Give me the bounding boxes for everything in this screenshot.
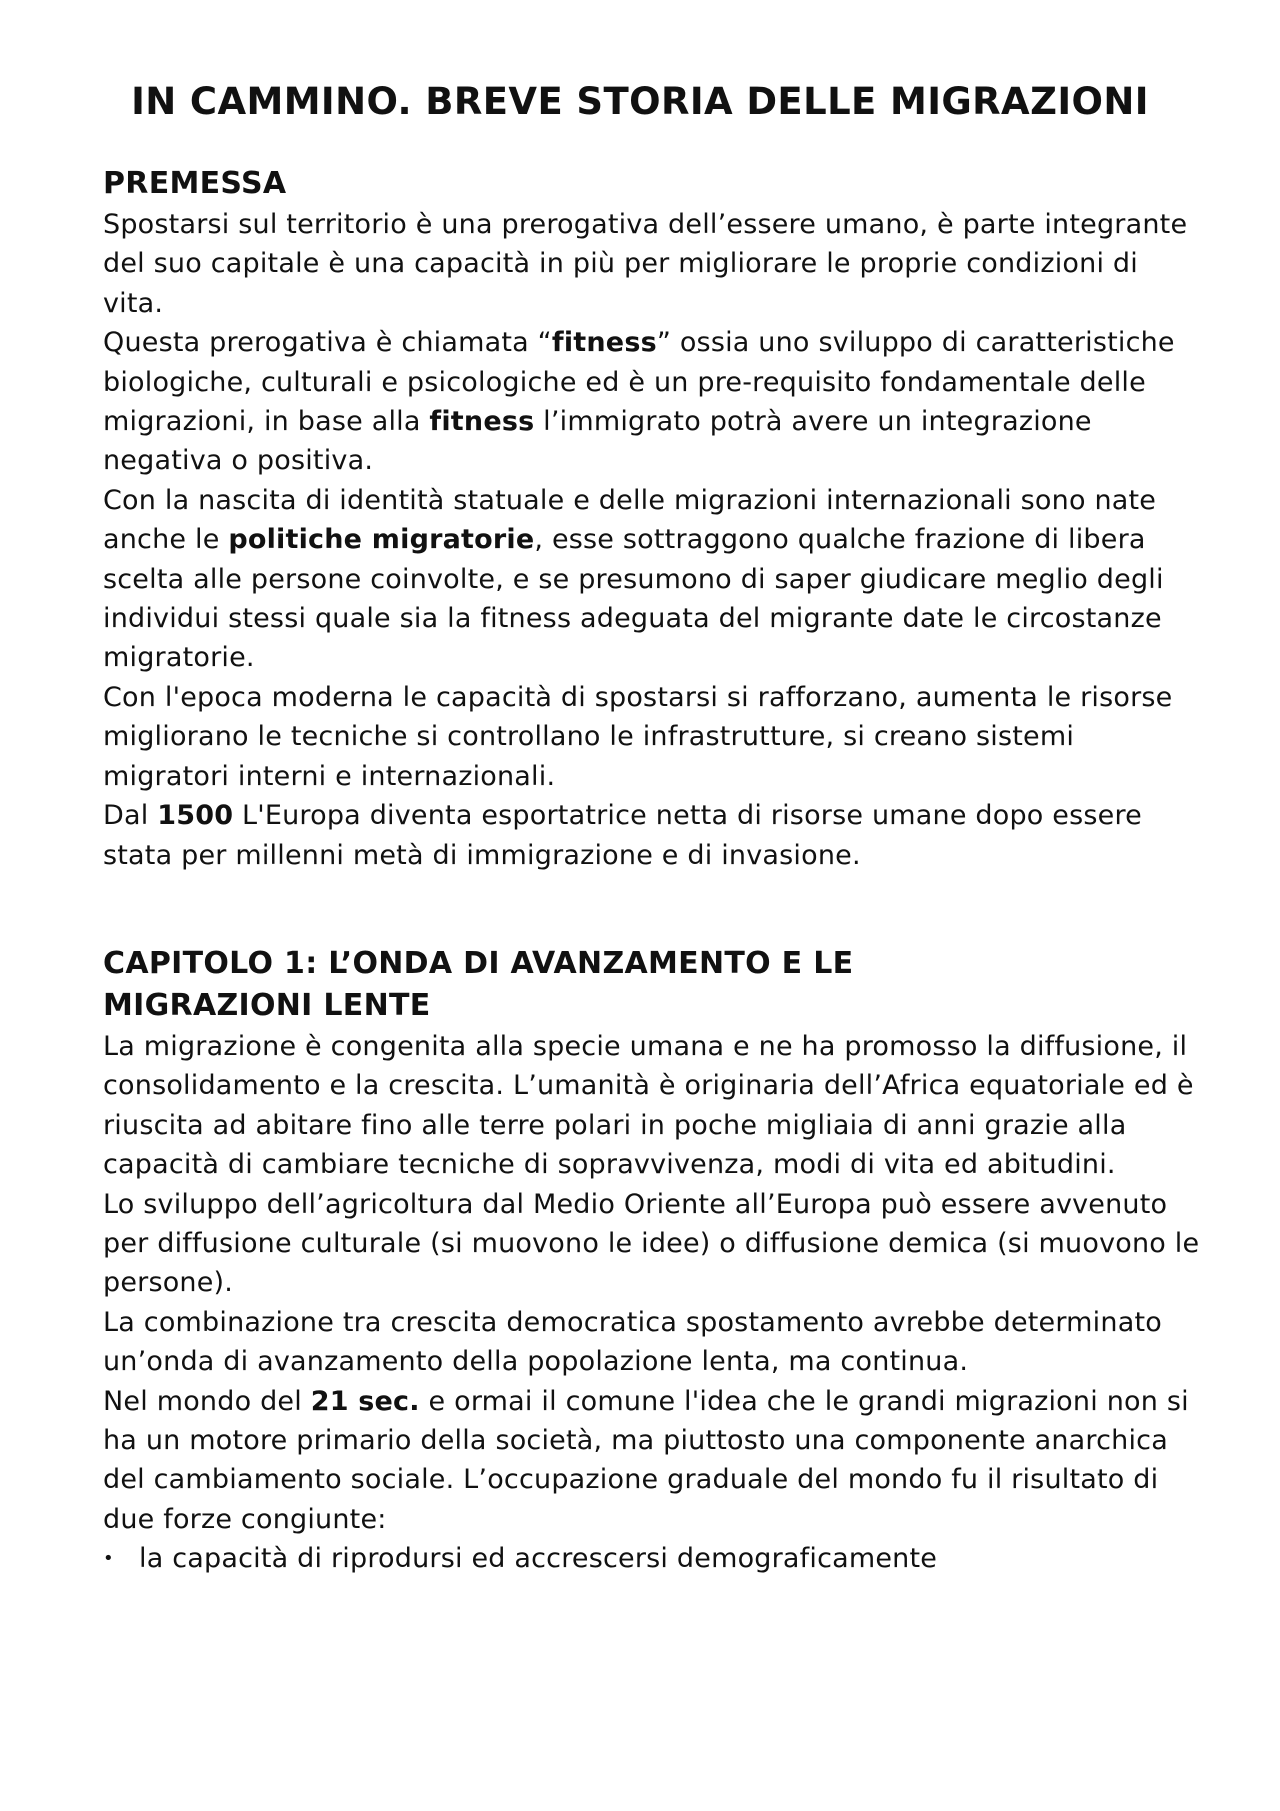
premessa-paragraph-2	[103, 323, 1203, 481]
premessa-paragraph-3	[103, 481, 1203, 678]
section-heading-premessa: PREMESSA	[103, 166, 287, 201]
bold-term-politiche-migratorie: politiche migratorie	[228, 524, 535, 556]
list-item-text: la capacità di riprodursi ed accrescersi demograficamente	[139, 1543, 938, 1575]
text-span: Con la nascita di identità statuale e delle migrazioni internazionali sono nate anche le	[103, 484, 1157, 556]
heading-line: CAPITOLO 1: L’ONDA DI AVANZAMENTO E LE	[103, 946, 854, 981]
text-span: Dal	[103, 800, 158, 832]
bold-century: 21 sec.	[310, 1385, 420, 1417]
section-heading-capitolo-1	[103, 943, 1203, 1027]
capitolo-1-paragraph-3: La combinazione tra crescita democratica spostamento avrebbe determinato un’onda di avanzamento della popolazione lenta, ma continua.	[103, 1306, 1162, 1378]
bullet-icon: •	[103, 1548, 114, 1570]
premessa-paragraph-5	[103, 796, 1203, 875]
section-premessa	[103, 163, 1203, 875]
heading-line: MIGRAZIONI LENTE	[103, 988, 431, 1023]
text-span: Nel mondo del	[103, 1385, 311, 1417]
premessa-paragraph-1: Spostarsi sul territorio è una prerogativa dell’essere umano, è parte integrante del suo capitale è una capacità in più per migliorare le proprie condizioni di vita.	[103, 209, 1188, 319]
premessa-paragraph-4: Con l'epoca moderna le capacità di spostarsi si rafforzano, aumenta le risorse migliorano le tecniche si controllano le infrastrutture, si creano sistemi migratori interni e internazionali.	[103, 681, 1173, 792]
capitolo-1-paragraph-1: La migrazione è congenita alla specie umana e ne ha promosso la diffusione, il consolidamento e la crescita. L’umanità è originaria dell’Africa equatoriale ed è riuscita ad abitare fino alle terre polari in poche migliaia di anni grazie alla capacità di cambiare tecniche di sopravvivenza, modi di vita ed abitudini.	[103, 1031, 1194, 1181]
text-span: L'Europa diventa esportatrice netta di risorse umane dopo essere stata per millenni metà di immigrazione e di invasione.	[103, 800, 1142, 871]
bullet-list	[103, 1539, 1203, 1578]
capitolo-1-paragraph-4	[103, 1382, 1203, 1540]
bold-term-fitness: fitness	[551, 327, 657, 359]
list-item	[103, 1539, 1203, 1578]
section-capitolo-1	[103, 943, 1203, 1579]
bold-term-fitness: fitness	[429, 406, 535, 438]
text-span: , esse sottraggono qualche frazione di libera scelta alle persone coinvolte, e se presumono di saper giudicare meglio degli individui stessi quale sia la fitness adeguata del migrante date le circostanze migratorie.	[103, 524, 1164, 674]
text-span: l’immigrato potrà avere un integrazione negativa o positiva.	[103, 406, 1092, 477]
capitolo-1-paragraph-2: Lo sviluppo dell’agricoltura dal Medio Oriente all’Europa può essere avvenuto per diffusione culturale (si muovono le idee) o diffusione demica (si muovono le persone).	[103, 1188, 1200, 1299]
text-span: e ormai il comune l'idea che le grandi migrazioni non si ha un motore primario della società, ma piuttosto una componente anarchica del cambiamento sociale. L’occupazione graduale del mondo fu il risultato di due forze congiunte:	[103, 1385, 1189, 1535]
document-title: IN CAMMINO. BREVE STORIA DELLE MIGRAZIONI	[131, 80, 1149, 123]
text-span: Questa prerogativa è chiamata “	[103, 327, 552, 359]
text-span: ” ossia uno sviluppo di caratteristiche biologiche, culturali e psicologiche ed è un pre-requisito fondamentale delle migrazioni, in base alla	[103, 327, 1175, 438]
bold-year: 1500	[157, 800, 234, 832]
